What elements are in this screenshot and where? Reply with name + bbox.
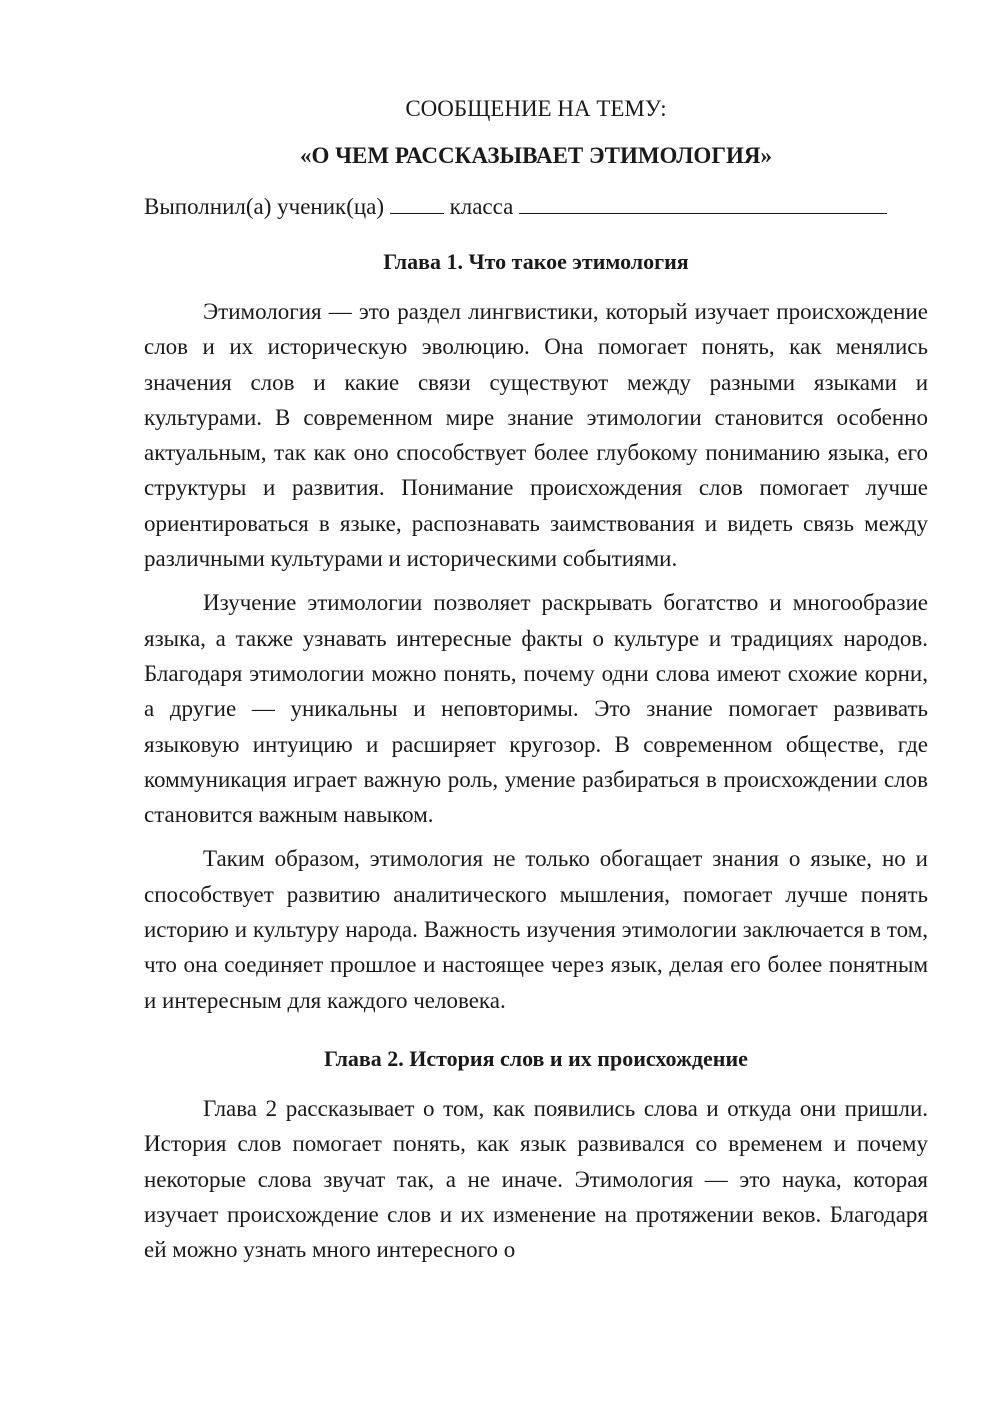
author-class-word: класса (449, 194, 514, 219)
document-title-line1: СООБЩЕНИЕ НА ТЕМУ: (405, 96, 667, 121)
chapter1-paragraph-2: Изучение этимологии позволяет раскрывать богатство и многообразие языка, а также узнавать интересные факты о культуре и традициях народов. Благодаря этимологии можно понять, почему одни слова имеют схожие корни, а другие — уникальны и неповторимы. Это знание помогает развивать языковую интуицию и расширяет кругозор. В современном обществе, где коммуникация играет важную роль, умение разбираться в происхождении слов становится важным навыком. (144, 590, 928, 828)
chapter1-paragraph-1: Этимология — это раздел лингвистики, который изучает происхождение слов и их историческую эволюцию. Она помогает понять, как менялись значения слов и какие связи существуют между разными языками и культурами. В современном мире знание этимологии становится особенно актуальным, так как оно способствует более глубокому пониманию языка, его структуры и развития. Понимание происхождения слов помогает лучше ориентироваться в языке, распознавать заимствования и видеть связь между различными культурами и историческими событиями. (144, 299, 928, 572)
class-number-blank (390, 191, 444, 214)
author-name-blank (519, 191, 887, 214)
chapter2-paragraph-1: Глава 2 рассказывает о том, как появились слова и откуда они пришли. История слов помогает понять, как язык развивался со временем и почему некоторые слова звучат так, а не иначе. Этимология — это наука, которая изучает происхождение слов и их изменение на протяжении веков. Благодаря ей можно узнать много интересного о (144, 1095, 928, 1263)
chapter1-heading: Глава 1. Что такое этимология (383, 249, 689, 274)
author-prefix: Выполнил(а) ученик(ца) (144, 194, 385, 219)
document-page (144, 94, 928, 1267)
document-title-line2: «О ЧЕМ РАССКАЗЫВАЕТ ЭТИМОЛОГИЯ» (300, 143, 772, 168)
chapter1-paragraph-3: Таким образом, этимология не только обогащает знания о языке, но и способствует развитию аналитического мышления, помогает лучше понять историю и культуру народа. Важность изучения этимологии заключается в том, что она соединяет прошлое и настоящее через язык, делая его более понятным и интересным для каждого человека. (144, 846, 928, 1013)
author-line (144, 191, 928, 221)
chapter2-heading: Глава 2. История слов и их происхождение (324, 1045, 748, 1071)
